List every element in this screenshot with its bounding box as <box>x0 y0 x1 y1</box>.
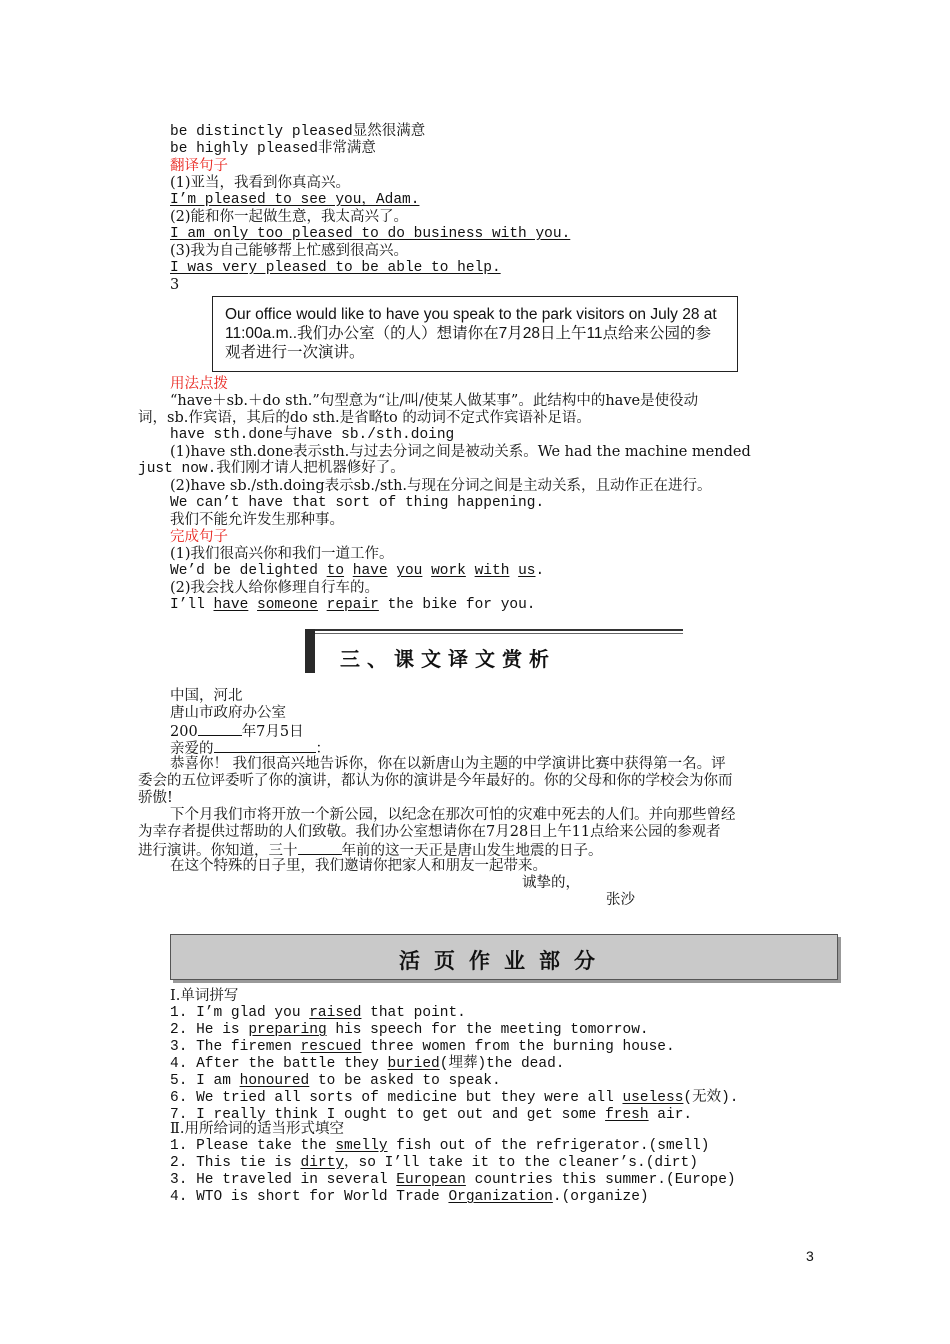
exercise-2-answer: European <box>396 1172 466 1188</box>
exercise-1-question-text: his speech for the meeting tomorrow. <box>326 1022 649 1038</box>
letter-body-2: 委会的五位评委听了你的演讲，都认为你的演讲是今年最好的。你的父母和你的学校会为你而 <box>138 773 733 789</box>
sentence-3-cn: (3)我为自己能够帮上忙感到很高兴。 <box>170 243 409 259</box>
exercise-2-question-text: fish out of the refrigerator.(smell) <box>387 1138 710 1154</box>
complete-2-cn: (2)我会找人给你修理自行车的。 <box>170 580 380 596</box>
exercise-2-answer: smelly <box>335 1138 388 1154</box>
answer-word: someone <box>257 597 318 613</box>
exercise-2-answer: dirty <box>300 1155 345 1171</box>
exercise-2-item <box>170 1138 710 1155</box>
exercise-1-question-text: 1. I’m glad you <box>170 1005 310 1021</box>
heading-complete-sentences: 完成句子 <box>170 529 228 545</box>
usage-para-3a: (1)have sth.done表示sth.与过去分词之间是被动关系。We had the machine mended <box>170 444 751 460</box>
letter-body-5: 为幸存者提供过帮助的人们致敬。我们办公室想请你在7月28日上午11点给来公园的参观者 <box>138 824 721 840</box>
exercise-2-question-text: ，so I’ll take it to the cleaner’s.(dirt) <box>344 1155 698 1171</box>
exercise-1-item <box>170 1073 501 1090</box>
answer-word: have <box>213 597 249 613</box>
exercise-1-question-text: (无效). <box>683 1090 739 1106</box>
exercise-1-item <box>170 1039 675 1056</box>
homework-banner-title: 活页作业部分 <box>399 949 609 973</box>
section-3-title: 三、课文译文赏析 <box>340 647 556 671</box>
exercise-1-item <box>170 1005 466 1022</box>
letter-salutation: 亲爱的 ： <box>170 741 330 757</box>
exercise-1-question-text: to be asked to speak. <box>309 1073 501 1089</box>
complete-2-en: I’ll have someone repair the bike for you. <box>170 597 536 613</box>
usage-para-6: 我们不能允许发生那种事。 <box>170 512 344 528</box>
letter-address-2: 唐山市政府办公室 <box>170 705 286 721</box>
exercise-1-question-text: 2. He is <box>170 1022 249 1038</box>
exercise-2-item <box>170 1172 736 1189</box>
answer-word: us <box>518 563 536 579</box>
exercise-2-answer: Organization <box>448 1189 553 1205</box>
page-number: 3 <box>806 1248 814 1264</box>
answer-word: you <box>396 563 423 579</box>
exercise-2-item <box>170 1155 698 1172</box>
letter-body-4: 下个月我们市将开放一个新公园，以纪念在那次可怕的灾难中死去的人们。并向那些曾经 <box>170 807 736 823</box>
phrase-distinctly-pleased: be distinctly pleased显然很满意 <box>170 124 426 140</box>
usage-para-1b: 词，sb.作宾语，其后的do sth.是省略to 的动词不定式作宾语补足语。 <box>138 410 591 426</box>
exercise-1-item <box>170 1056 564 1073</box>
exercise-1-answer: fresh <box>605 1107 649 1123</box>
heading-translate-sentences: 翻译句子 <box>170 158 228 174</box>
letter-body-7: 在这个特殊的日子里，我们邀请你把家人和朋友一起带来。 <box>170 858 547 874</box>
exercise-1-answer: preparing <box>248 1022 327 1038</box>
exercise-1-answer: useless <box>622 1090 684 1106</box>
sentence-1-cn: (1)亚当，我看到你真高兴。 <box>170 175 351 191</box>
exercise-2-question-text: 3. He traveled in several <box>170 1172 397 1188</box>
letter-body-1: 恭喜你！ 我们很高兴地告诉你，你在以新唐山为主题的中学演讲比赛中获得第一名。评 <box>170 756 726 772</box>
letter-date: 200 年7月5日 <box>170 724 304 740</box>
section-marker <box>305 629 315 673</box>
item-number: 3 <box>170 277 180 293</box>
sentence-1-en: I’m pleased to see you，Adam. <box>170 192 420 208</box>
answer-word: with <box>474 563 510 579</box>
exercise-2-question-text: 1. Please take the <box>170 1138 336 1154</box>
exercise-1-question-text: 4. After the battle they <box>170 1056 388 1072</box>
exercise-1-heading: Ⅰ.单词拼写 <box>170 988 239 1004</box>
exercise-2-question-text: 2. This tie is <box>170 1155 301 1171</box>
exercise-1-question-text: air. <box>648 1107 693 1123</box>
exercise-1-question-text: 3. The firemen <box>170 1039 301 1055</box>
exercise-2-question-text: countries this summer.(Europe) <box>465 1172 736 1188</box>
usage-para-2: have sth.done与have sb./sth.doing <box>170 427 455 443</box>
exercise-1-item <box>170 1090 739 1107</box>
phrase-highly-pleased: be highly pleased非常满意 <box>170 141 376 157</box>
exercise-1-answer: raised <box>309 1005 362 1021</box>
exercise-2-question-text: .(organize) <box>552 1189 649 1205</box>
answer-word: have <box>352 563 388 579</box>
answer-word: to <box>326 563 345 579</box>
example-box-text: Our office would like to have you speak to the park visitors on July 28 at 11:00a.m..我们办公室（的人）想请你在7月28日上午11点给来公园的参观者进行一次演讲。 <box>225 306 717 361</box>
section-divider <box>305 633 683 634</box>
exercise-1-answer: rescued <box>300 1039 362 1055</box>
usage-para-4: (2)have sb./sth.doing表示sb./sth.与现在分词之间是主动关系，且动作正在进行。 <box>170 478 712 494</box>
exercise-1-question-text: three women from the burning house. <box>361 1039 675 1055</box>
usage-para-3b: just now.我们刚才请人把机器修好了。 <box>138 461 405 477</box>
answer-word: repair <box>326 597 379 613</box>
sentence-2-en: I am only too pleased to do business with you. <box>170 226 571 242</box>
exercise-1-question-text: (埋葬)the dead. <box>439 1056 565 1072</box>
complete-1-cn: (1)我们很高兴你和我们一道工作。 <box>170 546 394 562</box>
letter-body-6: 进行演讲。你知道，三十 年前的这一天正是唐山发生地震的日子。 <box>138 843 603 859</box>
exercise-1-question-text: that point. <box>361 1005 466 1021</box>
exercise-1-item <box>170 1022 649 1039</box>
usage-para-1a: “have＋sb.＋do sth.”句型意为“让/叫/使某人做某事”。此结构中的have是使役动 <box>170 393 699 409</box>
exercise-1-answer: buried <box>387 1056 440 1072</box>
letter-address-1: 中国，河北 <box>170 688 243 704</box>
letter-body-3: 骄傲! <box>138 790 173 806</box>
exercise-1-answer: honoured <box>239 1073 310 1089</box>
exercise-2-heading: Ⅱ.用所给词的适当形式填空 <box>170 1121 344 1137</box>
exercise-2-item <box>170 1189 649 1206</box>
homework-banner <box>170 934 838 980</box>
complete-1-en: We’d be delighted to have you work with us. <box>170 563 545 579</box>
letter-signature: 张沙 <box>606 892 635 908</box>
answer-word: work <box>431 563 466 579</box>
exercise-2-question-text: 4. WTO is short for World Trade <box>170 1189 449 1205</box>
sentence-2-cn: (2)能和你一起做生意，我太高兴了。 <box>170 209 409 225</box>
sentence-3-en: I was very pleased to be able to help. <box>170 260 501 276</box>
section-divider <box>305 629 683 631</box>
exercise-1-question-text: 7. I really think I ought to get out and get some <box>170 1107 606 1123</box>
exercise-1-question-text: 5. I am <box>170 1073 240 1089</box>
example-box <box>212 296 738 372</box>
letter-closing: 诚挚的， <box>522 875 580 891</box>
exercise-1-question-text: 6. We tried all sorts of medicine but they were all <box>170 1090 623 1106</box>
usage-para-5: We can’t have that sort of thing happening. <box>170 495 545 511</box>
heading-usage: 用法点拨 <box>170 376 228 392</box>
